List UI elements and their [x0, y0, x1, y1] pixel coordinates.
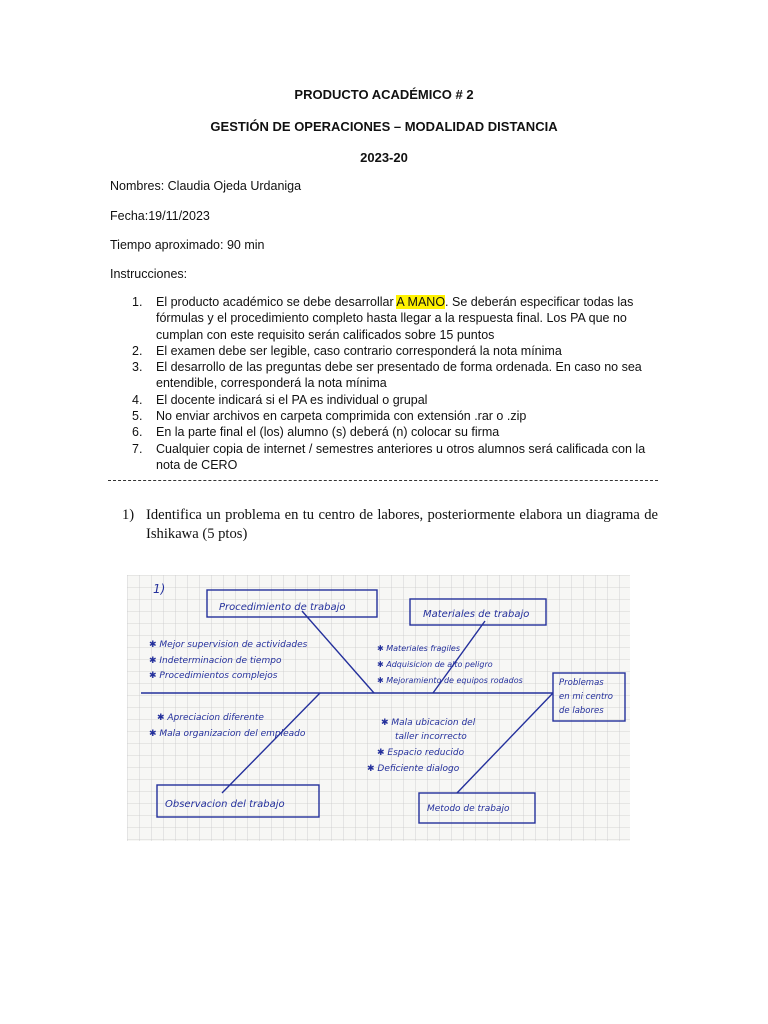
time-estimate: Tiempo aproximado: 90 min	[110, 238, 265, 252]
category-bottom-left: Observacion del trabajo	[165, 799, 285, 810]
instruction-number: 6.	[132, 425, 143, 440]
instruction-text: El producto académico se debe desarrollar	[156, 295, 397, 309]
question-number: 1)	[122, 507, 135, 523]
category-top-left: Procedimiento de trabajo	[219, 602, 346, 613]
document-title: PRODUCTO ACADÉMICO # 2	[294, 87, 474, 102]
instruction-number: 4.	[132, 392, 143, 407]
instruction-number: 2.	[132, 343, 143, 358]
question-text: Identifica un problema en tu centro de labores, posteriormente elabora un diagrama de Ishikawa (5 ptos)	[146, 507, 658, 542]
highlighted-text: A MANO	[396, 295, 446, 309]
instruction-item	[110, 424, 670, 440]
student-names: Nombres: Claudia Ojeda Urdaniga	[110, 179, 302, 193]
cause-text: ✱ Deficiente dialogo	[367, 764, 460, 774]
question-1	[122, 506, 658, 544]
instruction-text: En la parte final el (los) alumno (s) deberá (n) colocar su firma	[156, 425, 500, 440]
category-bottom-right: Metodo de trabajo	[427, 804, 510, 814]
effect-line-1: Problemas	[559, 678, 604, 688]
instructions-list	[110, 294, 670, 473]
cause-text: ✱ Apreciacion diferente	[157, 713, 264, 723]
cause-text: ✱ Procedimientos complejos	[149, 671, 278, 681]
cause-text: ✱ Mala ubicacion del	[381, 718, 476, 728]
cause-text: taller incorrecto	[395, 732, 467, 742]
cause-text: ✱ Mejoramiento de equipos rodados	[377, 676, 523, 685]
date-field: Fecha:19/11/2023	[110, 209, 210, 223]
instruction-number: 7.	[132, 441, 143, 456]
instruction-text: . Se deberán especificar todas las fórmulas y el procedimiento completo hasta llegar a la respuesta final. Los PA que no cumplan con este requisito serán calificados sobre 15 puntos	[156, 295, 634, 342]
instruction-number: 5.	[132, 409, 143, 424]
cause-text: ✱ Espacio reducido	[377, 748, 465, 758]
category-top-right: Materiales de trabajo	[423, 609, 530, 620]
instructions-label: Instrucciones:	[110, 267, 188, 281]
instruction-text: El desarrollo de las preguntas debe ser presentado de forma ordenada. En caso no sea entendible, corresponderá la nota mínima	[156, 360, 642, 391]
instruction-text: Cualquier copia de internet / semestres anteriores u otros alumnos será calificada con la nota de CERO	[156, 441, 646, 472]
instruction-text: El examen debe ser legible, caso contrario corresponderá la nota mínima	[156, 343, 562, 358]
course-title: GESTIÓN DE OPERACIONES – MODALIDAD DISTANCIA	[210, 119, 558, 134]
cause-text: ✱ Indeterminacion de tiempo	[149, 656, 282, 666]
instruction-text: No enviar archivos en carpeta comprimida con extensión .rar o .zip	[156, 409, 527, 424]
instruction-item	[110, 441, 670, 474]
effect-line-2: en mi centro	[559, 692, 613, 702]
instruction-item	[110, 392, 670, 408]
instruction-number: 1.	[132, 295, 143, 309]
instruction-item	[110, 408, 670, 424]
diagram-number: 1)	[153, 582, 166, 596]
cause-text: ✱ Mala organizacion del empleado	[149, 729, 306, 739]
period: 2023-20	[360, 150, 408, 165]
instruction-text: El docente indicará si el PA es individual o grupal	[156, 392, 428, 407]
dashed-separator	[108, 480, 658, 481]
instruction-number: 3.	[132, 360, 143, 375]
instruction-item	[110, 359, 670, 392]
cause-text: ✱ Adquisicion de alto peligro	[377, 660, 493, 669]
cause-text: ✱ Materiales fragiles	[377, 644, 460, 653]
instruction-item	[110, 294, 670, 343]
cause-text: ✱ Mejor supervision de actividades	[149, 640, 308, 650]
effect-line-3: de labores	[559, 706, 604, 716]
instruction-item	[110, 343, 670, 359]
ishikawa-diagram-photo	[127, 575, 630, 841]
